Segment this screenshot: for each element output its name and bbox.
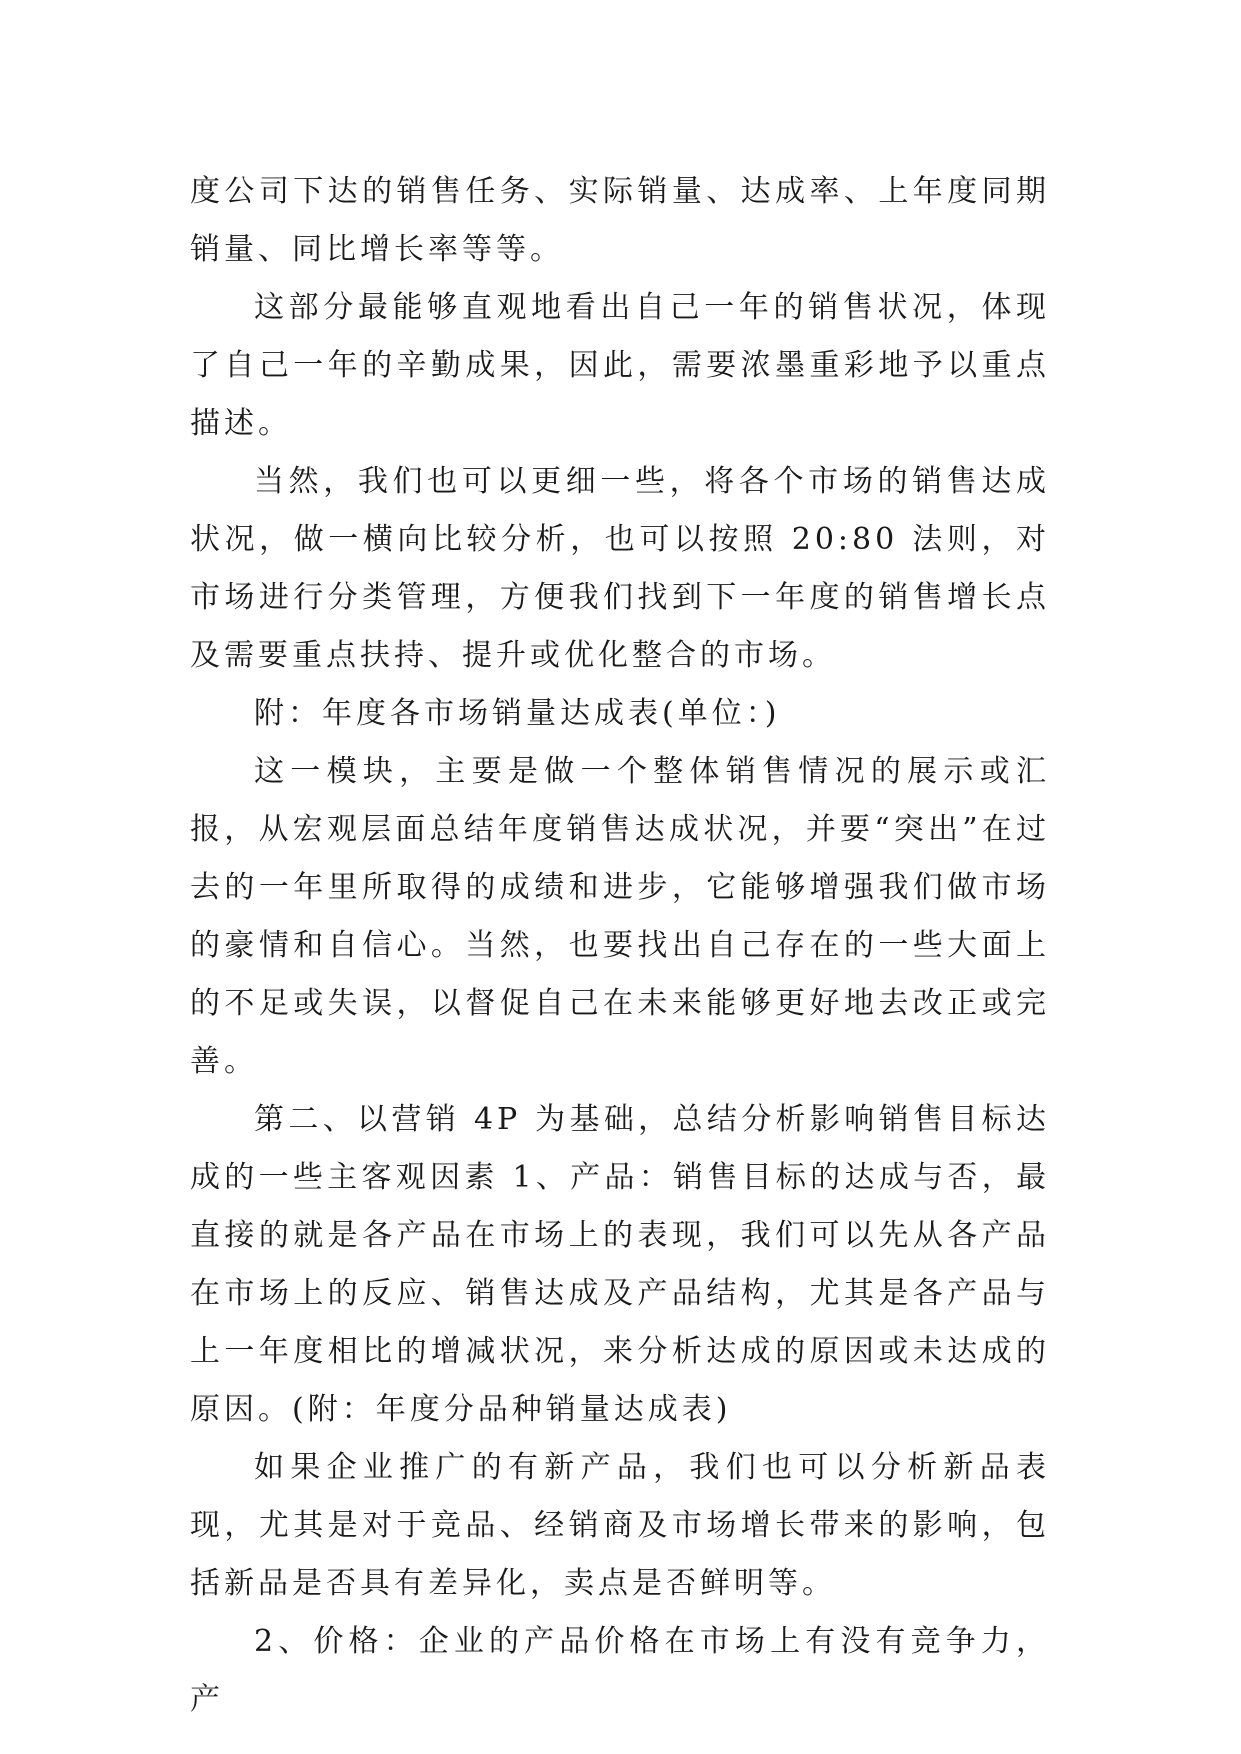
paragraph: [190, 1439, 1050, 1613]
text-line: 从宏观层面总结年度销售达成状况，并要“突出”在过去的: [190, 812, 1050, 905]
text-line: 自己一年的辛勤成果，因此，需要浓墨重彩地予以重点描述。: [190, 348, 1051, 441]
text-line: 这一模块，主要是做一个整体销售情况的展示或汇报，: [190, 754, 1050, 847]
paragraph: [190, 1091, 1050, 1439]
paragraph: [190, 1613, 1050, 1729]
paragraph: [190, 685, 1050, 743]
text-line: 的就是各产品在市场上的表现，我们可以先从各产品在市场: [190, 1218, 1051, 1311]
text-line: 这部分最能够直观地看出自己一年的销售状况，体现了: [190, 290, 1050, 383]
text-line: 尤其是对于竞品、经销商及市场增长带来的影响，包括新品: [190, 1508, 1051, 1601]
text-line: 和自信心。当然，也要找出自己存在的一些大面上的不足或: [190, 928, 1050, 1021]
paragraph: [190, 279, 1050, 453]
text-line: 年度分品种销量达成表): [375, 1392, 732, 1427]
document-page: [190, 163, 1050, 1729]
text-line: 失误，以督促自己在未来能够更好地去改正或完善。: [190, 986, 1051, 1079]
text-line: 点扶持、提升或优化整合的市场。: [326, 638, 836, 673]
text-line: 是否具有差异化，卖点是否鲜明等。: [292, 1566, 836, 1601]
text-line: 一年里所取得的成绩和进步，它能够增强我们做市场的豪情: [190, 870, 1051, 963]
text-line: 上的反应、销售达成及产品结构，尤其是各产品与上一年度: [190, 1276, 1050, 1369]
paragraph: [190, 453, 1050, 685]
text-line: 当然，我们也可以更细一些，将各个市场的销售达成状: [190, 464, 1050, 557]
text-line: 2、价格：企业的产品价格在市场上有没有竞争力，产: [190, 1624, 1050, 1717]
paragraph: [190, 743, 1050, 1091]
text-line: 相比的增减状况，来分析达成的原因或未达成的原因。(附：: [190, 1334, 1051, 1427]
text-line: 第二、以营销 4P 为基础，总结分析影响销售目标达成: [190, 1102, 1050, 1195]
text-line: 的一些主客观因素 1、产品：销售目标的达成与否，最直接: [190, 1160, 1050, 1253]
text-line: 附：年度各市场销量达成表(单位：): [254, 696, 781, 731]
text-line: 如果企业推广的有新产品，我们也可以分析新品表现，: [190, 1450, 1050, 1543]
text-line: 度公司下达的销售任务、实际销量、达成率、上年度同期销: [190, 174, 1050, 267]
text-line: 况，做一横向比较分析，也可以按照 20:80 法则，对市场进: [190, 522, 1051, 615]
paragraph: [190, 163, 1050, 279]
text-line: 行分类管理，方便我们找到下一年度的销售增长点及需要重: [190, 580, 1050, 673]
text-line: 量、同比增长率等等。: [224, 232, 564, 267]
